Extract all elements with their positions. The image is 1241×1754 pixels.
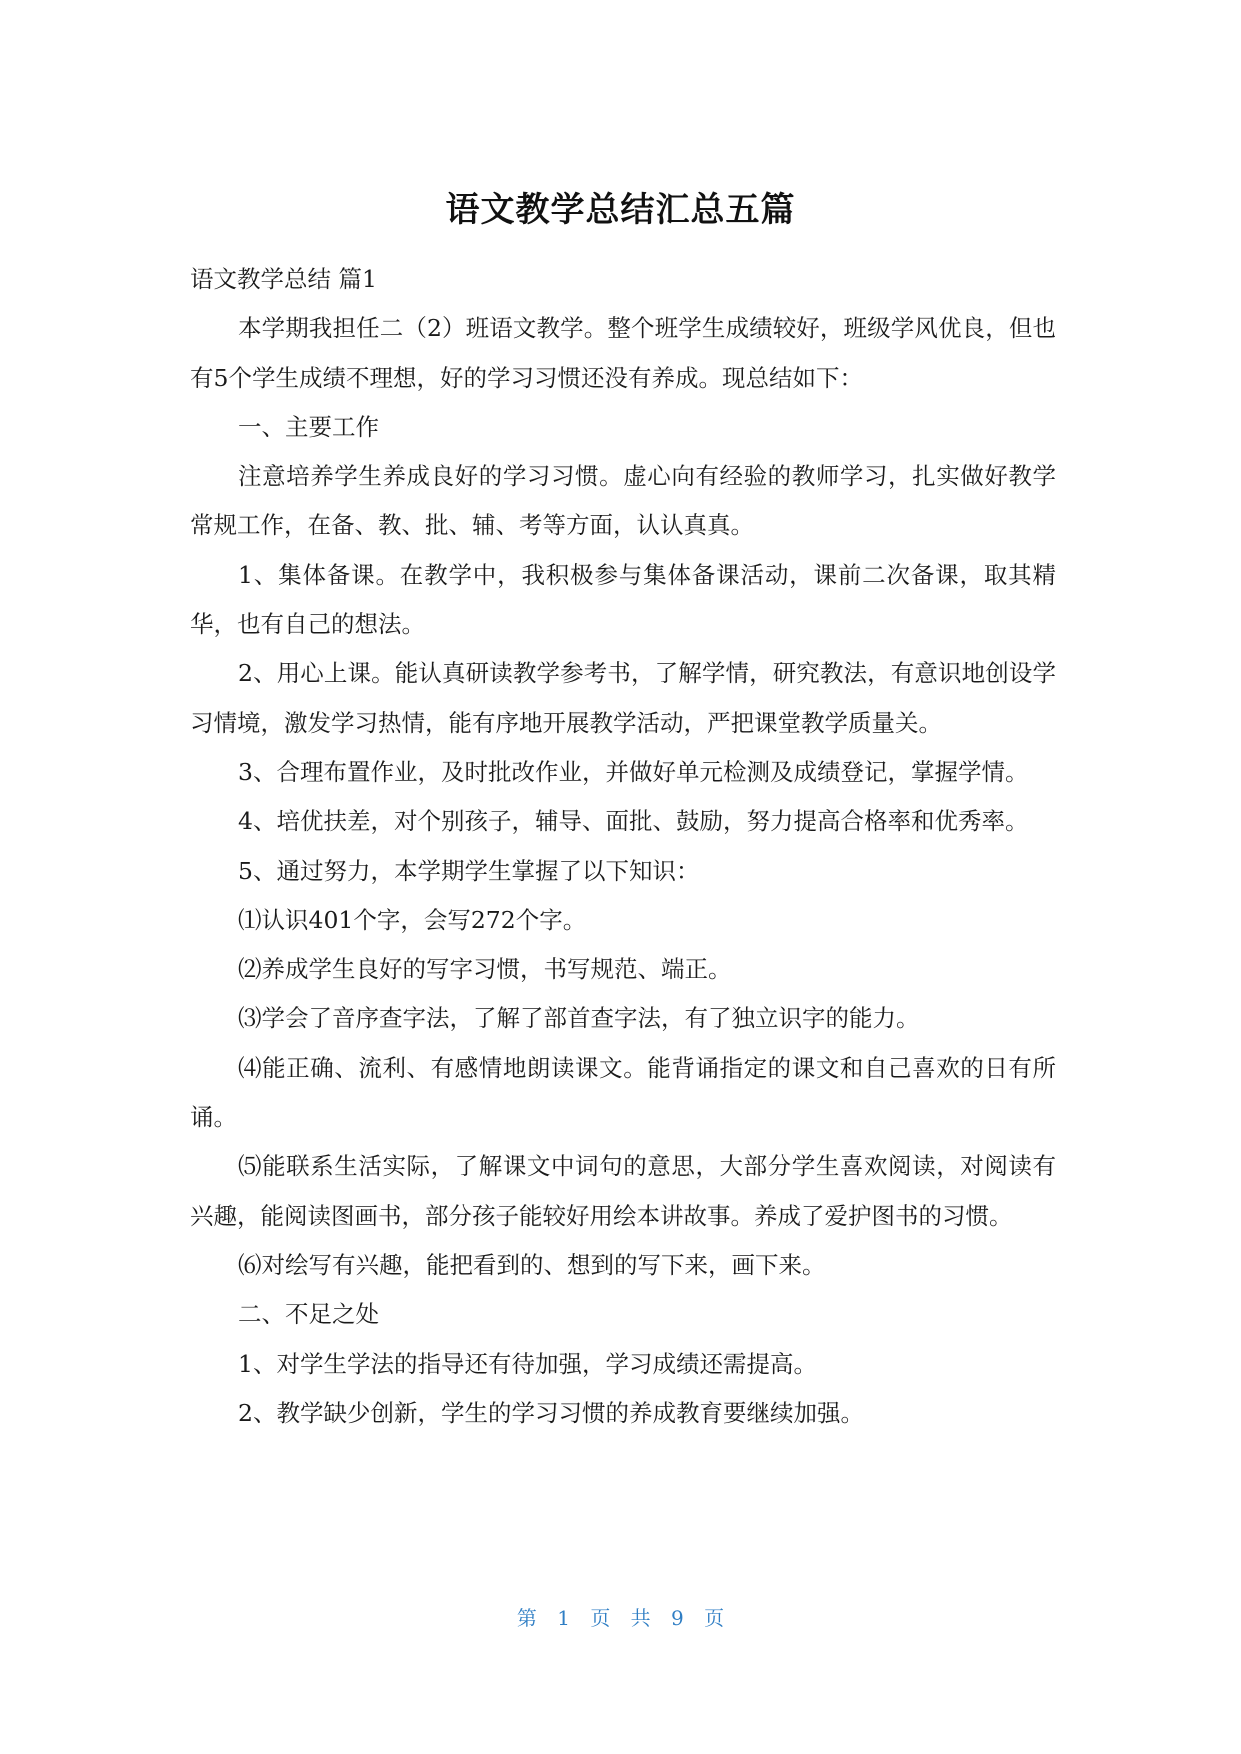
list-item: 3、合理布置作业，及时批改作业，并做好单元检测及成绩登记，掌握学情。 <box>238 757 1029 786</box>
document-body <box>190 255 1056 1438</box>
list-item: ⑵养成学生良好的写字习惯，书写规范、端正。 <box>238 955 732 984</box>
document-title: 语文教学总结汇总五篇 <box>445 190 796 230</box>
list-item: 1、集体备课。在教学中，我积极参与集体备课活动，课前二次备课，取其精华，也有自己的想法。 <box>190 560 1056 639</box>
paragraph: 注意培养学生养成良好的学习习惯。虚心向有经验的教师学习，扎实做好教学常规工作，在备、教、批、辅、考等方面，认认真真。 <box>190 462 1056 540</box>
list-item: 4、培优扶差，对个别孩子，辅导、面批、鼓励，努力提高合格率和优秀率。 <box>238 807 1029 836</box>
section-heading: 语文教学总结 篇1 <box>190 265 377 293</box>
list-item: ⑹对绘写有兴趣，能把看到的、想到的写下来，画下来。 <box>238 1250 826 1279</box>
list-item: 5、通过努力，本学期学生掌握了以下知识： <box>238 856 700 885</box>
page-number-footer: 第 1 页 共 9 页 <box>516 1606 725 1630</box>
subheading: 一、主要工作 <box>238 412 379 441</box>
list-item: ⑷能正确、流利、有感情地朗读课文。能背诵指定的课文和自己喜欢的日有所诵。 <box>190 1053 1056 1132</box>
list-item: ⑸能联系生活实际，了解课文中词句的意思，大部分学生喜欢阅读，对阅读有兴趣，能阅读图画书，部分孩子能较好用绘本讲故事。养成了爱护图书的习惯。 <box>190 1152 1056 1230</box>
list-item: ⑶学会了音序查字法，了解了部首查字法，有了独立识字的能力。 <box>238 1004 920 1033</box>
paragraph: 本学期我担任二（2）班语文教学。整个班学生成绩较好，班级学风优良，但也有5个学生成绩不理想，好的学习习惯还没有养成。现总结如下： <box>190 314 1056 392</box>
list-item: 2、教学缺少创新，学生的学习习惯的养成教育要继续加强。 <box>238 1398 864 1427</box>
list-item: 2、用心上课。能认真研读教学参考书，了解学情，研究教法，有意识地创设学习情境，激发学习热情，能有序地开展教学活动，严把课堂教学质量关。 <box>190 659 1056 737</box>
list-item: 1、对学生学法的指导还有待加强，学习成绩还需提高。 <box>238 1349 817 1378</box>
subheading: 二、不足之处 <box>238 1300 379 1329</box>
list-item: ⑴认识401个字，会写272个字。 <box>238 905 587 934</box>
